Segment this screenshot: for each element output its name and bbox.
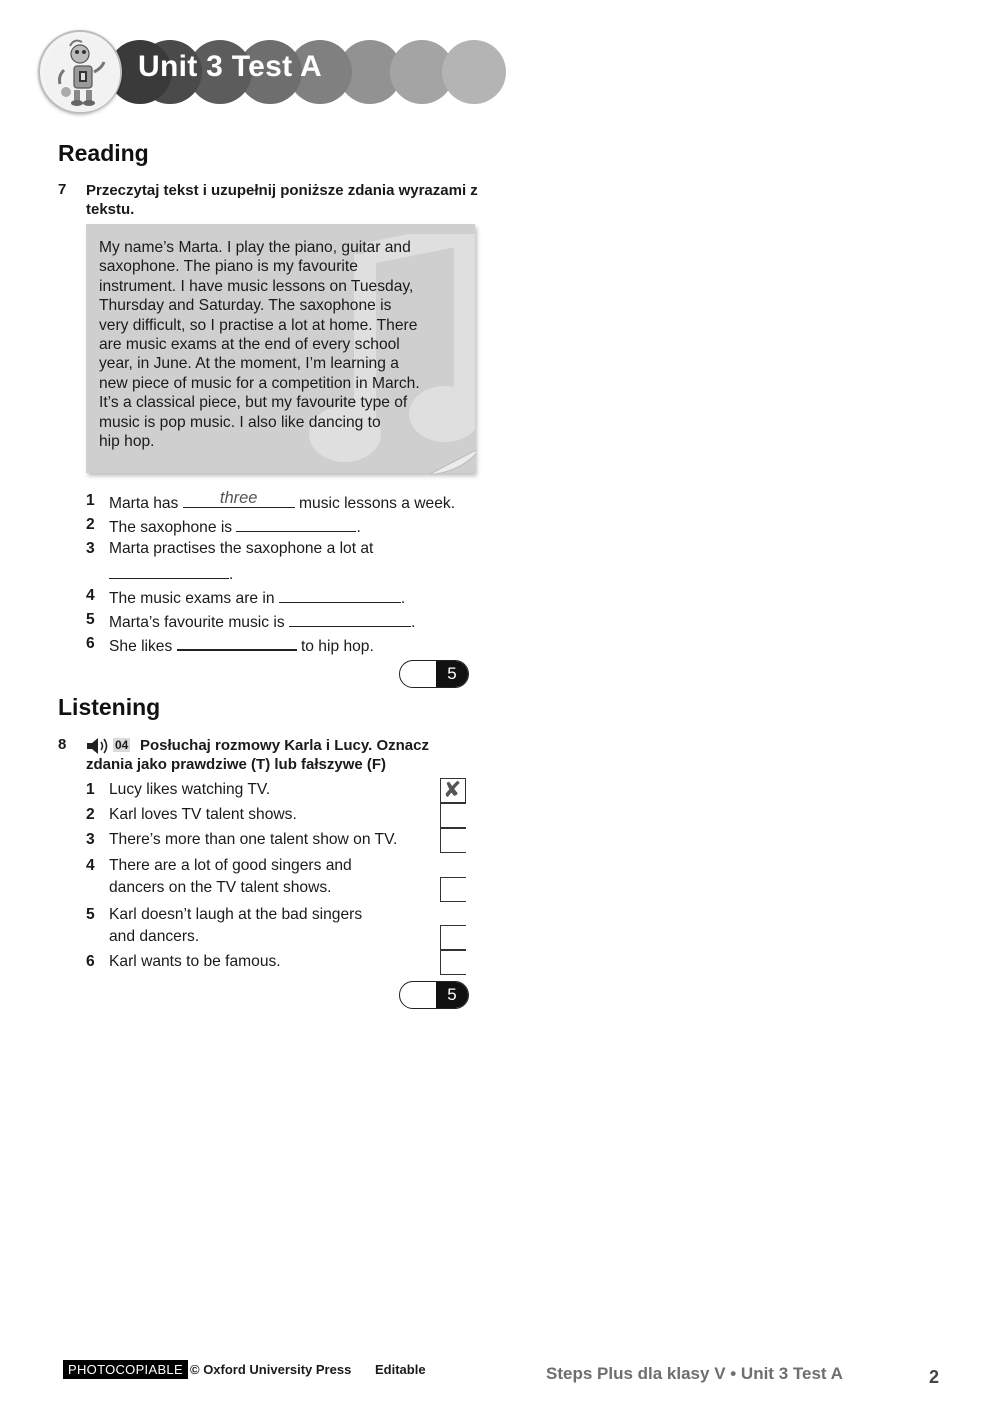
exercise-number: 8 (58, 736, 67, 753)
passage-line: It’s a classical piece, but my favourite type of (99, 394, 408, 412)
exercise-instruction: Przeczytaj tekst i uzupełnij poniższe zdania wyrazami z tekstu. (86, 182, 478, 218)
passage-line: hip hop. (99, 433, 155, 451)
question-text: The saxophone is (109, 519, 233, 536)
answer-blank[interactable] (177, 635, 297, 651)
answer-blank[interactable] (279, 587, 401, 603)
statement-number: 4 (86, 857, 95, 874)
statement-number: 2 (86, 806, 95, 823)
listening-heading: Listening (58, 694, 161, 720)
passage-line: Thursday and Saturday. The saxophone is (99, 297, 392, 315)
reading-heading: Reading (58, 140, 149, 166)
statement-number: 1 (86, 781, 95, 798)
passage-line: year, in June. At the moment, I’m learning a (99, 355, 399, 373)
photocopiable-label: PHOTOCOPIABLE (63, 1360, 188, 1379)
page-title: Unit 3 Test A (138, 50, 322, 83)
copyright-text: © Oxford University Press (190, 1362, 352, 1377)
answer-box-4[interactable] (440, 877, 466, 902)
question-text-end: to hip hop. (300, 638, 374, 655)
passage-line: very difficult, so I practise a lot at home. There (99, 316, 418, 334)
question-number: 6 (86, 635, 95, 652)
question-text: She likes (109, 638, 173, 655)
reading-passage (99, 238, 459, 451)
answer-box-3[interactable] (440, 828, 466, 853)
banner-circle (442, 40, 506, 104)
statement-text: There are a lot of good singers and (109, 857, 352, 874)
statement-text: Karl loves TV talent shows. (109, 806, 297, 823)
question-text-end: . (400, 590, 406, 607)
speaker-icon[interactable] (86, 736, 112, 756)
editable-label: Editable (375, 1362, 426, 1377)
question-number: 2 (86, 516, 95, 533)
question-text: The music exams are in (109, 590, 275, 607)
statement-text: Lucy likes watching TV. (109, 781, 271, 798)
passage-line: new piece of music for a competition in March. (99, 374, 420, 392)
question-number: 3 (86, 540, 95, 557)
passage-line: are music exams at the end of every school (99, 336, 400, 354)
answer-blank[interactable] (183, 489, 295, 508)
passage-line: saxophone. The piano is my favourite (99, 258, 358, 276)
statement-number: 3 (86, 831, 95, 848)
score-box (399, 660, 469, 688)
statement-text: Karl wants to be famous. (109, 953, 281, 970)
passage-line: music is pop music. I also like dancing to (99, 413, 381, 431)
audio-track-number: 04 (115, 738, 129, 752)
answer-box-2[interactable] (440, 803, 466, 828)
example-answer: three (219, 489, 258, 507)
question-text-end: music lessons a week. (299, 495, 456, 512)
question-text: Marta’s favourite music is (109, 614, 285, 631)
answer-blank[interactable] (109, 563, 229, 579)
score-points: 5 (436, 661, 468, 687)
book-title: Steps Plus dla klasy V • Unit 3 Test A (546, 1364, 843, 1383)
score-points: 5 (436, 982, 468, 1008)
answer-blank[interactable] (289, 611, 411, 627)
cross-mark-icon: ✘ (443, 777, 462, 802)
answer-blank[interactable] (236, 516, 356, 532)
answer-box-1[interactable] (440, 778, 466, 803)
page-number: 2 (929, 1367, 940, 1387)
passage-line: instrument. I have music lessons on Tuesday, (99, 277, 414, 295)
unit-banner (38, 30, 518, 114)
question-text: Marta practises the saxophone a lot at (109, 540, 374, 557)
statement-number: 5 (86, 906, 95, 923)
statement-text: and dancers. (109, 928, 200, 945)
passage-line: My name’s Marta. I play the piano, guitar and (99, 239, 411, 256)
score-box (399, 981, 469, 1009)
exercise-number: 7 (58, 181, 67, 198)
statement-text: Karl doesn’t laugh at the bad singers (109, 906, 363, 923)
question-text-end: . (356, 519, 361, 536)
question-number: 4 (86, 587, 95, 604)
question-number: 5 (86, 611, 95, 628)
exercise-instruction: Posłuchaj rozmowy Karla i Lucy. Oznacz (140, 737, 429, 754)
statement-text: dancers on the TV talent shows. (109, 879, 332, 896)
question-text-end: . (229, 566, 234, 583)
robot-mascot-icon (38, 30, 122, 114)
statement-number: 6 (86, 953, 95, 970)
answer-box-5[interactable] (440, 925, 466, 950)
answer-box-6[interactable] (440, 950, 466, 975)
reading-text-box (86, 224, 475, 473)
statement-text: There’s more than one talent show on TV. (109, 831, 398, 848)
question-text-end: . (410, 614, 416, 631)
page-curl-decoration (430, 450, 476, 474)
exercise-instruction-cont: zdania jako prawdziwe (T) lub fałszywe (F) (86, 756, 387, 773)
question-text: Marta has (109, 495, 179, 512)
question-number: 1 (86, 492, 95, 509)
